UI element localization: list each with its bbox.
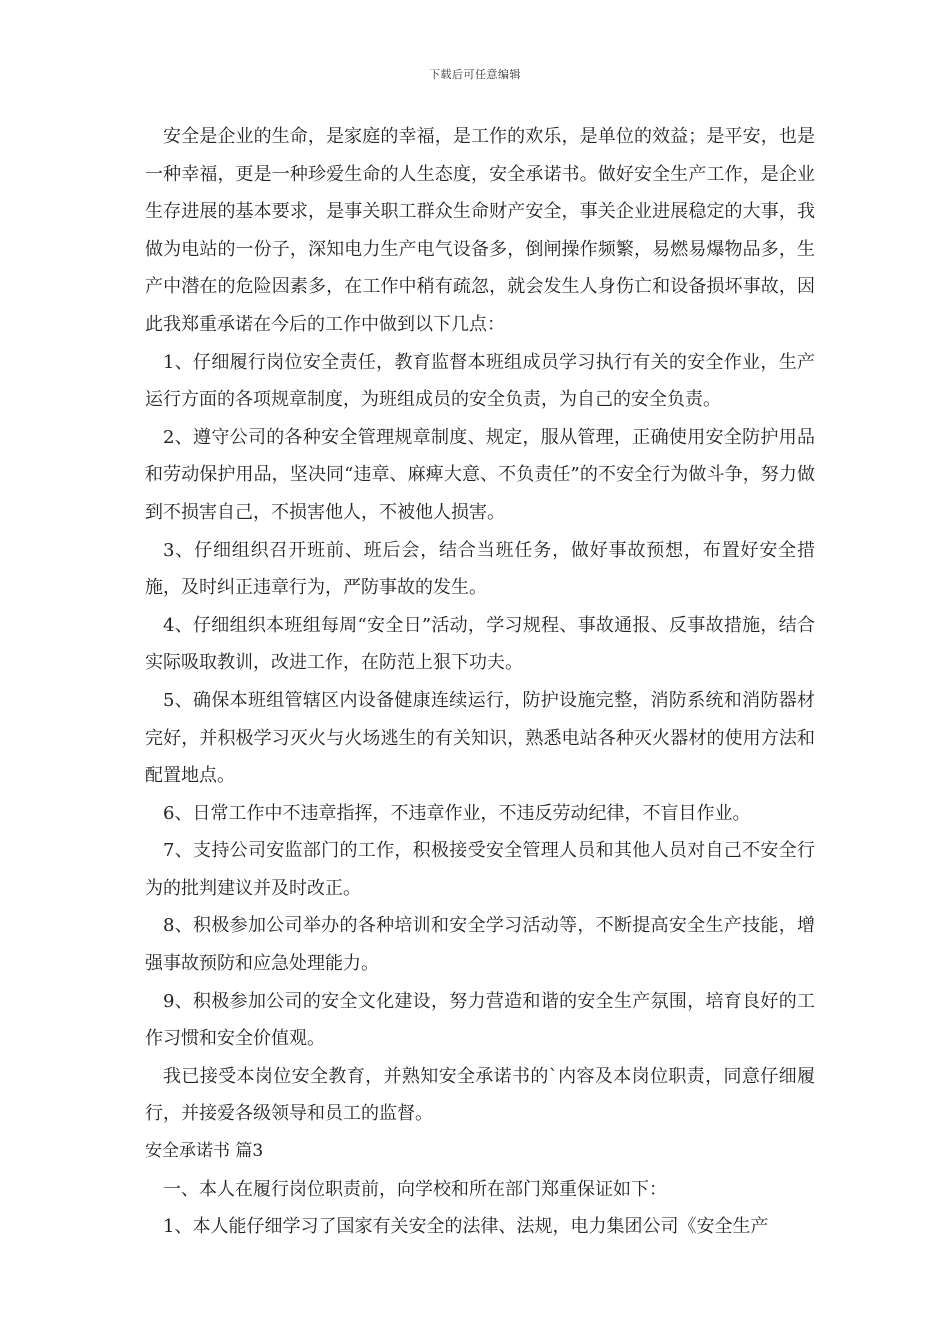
intro-paragraph: 安全是企业的生命，是家庭的幸福，是工作的欢乐，是单位的效益；是平安，也是一种幸福，更是一种珍爱生命的人生态度，安全承诺书。做好安全生产工作，是企业生存进展的基本要求，是事关职工群众生命财产安全，事关企业进展稳定的大事，我做为电站的一份子，深知电力生产电气设备多，倒闸操作频繁，易燃易爆物品多，生产中潜在的危险因素多，在工作中稍有疏忽，就会发生人身伤亡和设备损坏事故，因此我郑重承诺在今后的工作中做到以下几点： xyxy=(145,126,815,335)
commitment-item-5: 5、确保本班组管辖区内设备健康连续运行，防护设施完整，消防系统和消防器材完好，并积极学习灭火与火场逃生的有关知识，熟悉电站各种灭火器材的使用方法和配置地点。 xyxy=(145,689,815,787)
section-paragraph-2: 1、本人能仔细学习了国家有关安全的法律、法规，电力集团公司《安全生产 xyxy=(163,1216,769,1238)
commitment-item-7: 7、支持公司安监部门的工作，积极接受安全管理人员和其他人员对自己不安全行为的批判建议并及时改正。 xyxy=(145,840,815,899)
commitment-item-6: 6、日常工作中不违章指挥，不违章作业，不违反劳动纪律，不盲目作业。 xyxy=(163,802,751,824)
commitment-item-3: 3、仔细组织召开班前、班后会，结合当班任务，做好事故预想，布置好安全措施，及时纠正违章行为，严防事故的发生。 xyxy=(145,539,815,599)
section-paragraph-1: 一、本人在履行岗位职责前，向学校和所在部门郑重保证如下： xyxy=(163,1178,667,1200)
commitment-item-8: 8、积极参加公司举办的各种培训和安全学习活动等，不断提高安全生产技能，增强事故预防和应急处理能力。 xyxy=(145,915,815,975)
section-heading: 安全承诺书 篇3 xyxy=(145,1141,264,1162)
commitment-item-9: 9、积极参加公司的安全文化建设，努力营造和谐的安全生产氛围，培育良好的工作习惯和安全价值观。 xyxy=(145,990,815,1050)
document-body xyxy=(145,118,815,1246)
commitment-item-2: 2、遵守公司的各种安全管理规章制度、规定，服从管理，正确使用安全防护用品和劳动保护用品，坚决同“违章、麻痺大意、不负责任”的不安全行为做斗争，努力做到不损害自己，不损害他人，不被他人损害。 xyxy=(145,426,815,523)
commitment-item-1: 1、仔细履行岗位安全责任，教育监督本班组成员学习执行有关的安全作业，生产运行方面的各项规章制度，为班组成员的安全负责，为自己的安全负责。 xyxy=(145,351,815,411)
page-header: 下载后可任意编辑 xyxy=(429,68,521,81)
commitment-item-4: 4、仔细组织本班组每周“安全日”活动，学习规程、事故通报、反事故措施，结合实际吸取教训，改进工作，在防范上狠下功夫。 xyxy=(145,614,815,674)
closing-paragraph: 我已接受本岗位安全教育，并熟知安全承诺书的`内容及本岗位职责，同意仔细履行，并接爱各级领导和员工的监督。 xyxy=(145,1065,815,1125)
